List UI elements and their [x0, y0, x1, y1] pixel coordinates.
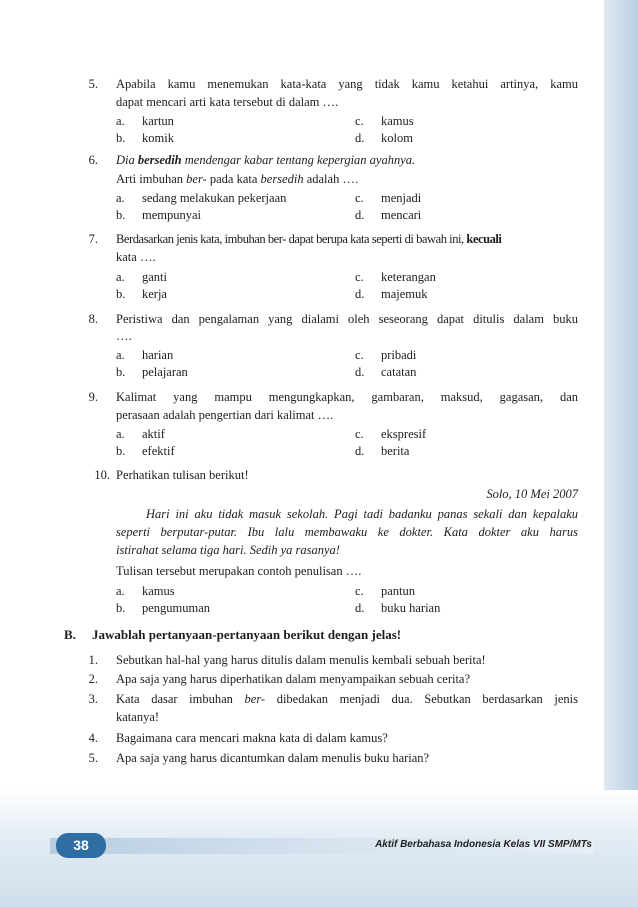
- essay-number: 3.: [88, 692, 98, 706]
- footer-book-title: Aktif Berbahasa Indonesia Kelas VII SMP/MTs: [375, 839, 592, 850]
- essay-number: 4.: [88, 731, 98, 745]
- question-number: 10.: [94, 468, 110, 482]
- option-c: c. pantun: [355, 584, 416, 598]
- essay-number: 2.: [88, 672, 98, 686]
- option-c: c. keterangan: [355, 270, 436, 284]
- question-number: 5.: [88, 77, 98, 91]
- question-text-line: Kalimat yang mampu mengungkapkan, gambaran, maksud, gagasan, dan: [116, 390, 578, 404]
- option-a: a. sedang melakukan pekerjaan: [116, 191, 287, 205]
- option-b: b. pengumuman: [116, 601, 211, 615]
- option-b: b. kerja: [116, 287, 167, 301]
- question-sentence: Dia bersedih mendengar kabar tentang kepergian ayahnya.: [116, 153, 416, 167]
- question-number: 9.: [88, 390, 98, 404]
- page-edge-decoration: [604, 0, 638, 907]
- option-d: d. buku harian: [355, 601, 441, 615]
- essay-question: Apa saja yang harus diperhatikan dalam menyampaikan sebuah cerita?: [116, 672, 471, 686]
- question-text-line: ….: [116, 329, 132, 343]
- question-intro: Perhatikan tulisan berikut!: [116, 468, 249, 482]
- option-a: a. ganti: [116, 270, 167, 284]
- option-b: b. komik: [116, 131, 174, 145]
- essay-question: Bagaimana cara mencari makna kata di dalam kamus?: [116, 731, 388, 745]
- option-a: a. harian: [116, 348, 174, 362]
- option-d: d. kolom: [355, 131, 413, 145]
- option-d: d. mencari: [355, 208, 422, 222]
- question-text-line: Peristiwa dan pengalaman yang dialami oleh seseorang dapat ditulis dalam buku: [116, 312, 578, 326]
- essay-question: Sebutkan hal-hal yang harus ditulis dalam menulis kembali sebuah berita!: [116, 653, 486, 667]
- option-d: d. berita: [355, 444, 410, 458]
- essay-question: Kata dasar imbuhan ber- dibedakan menjadi dua. Sebutkan berdasarkan jenis: [116, 692, 578, 706]
- option-b: b. pelajaran: [116, 365, 188, 379]
- question-text-line: dapat mencari arti kata tersebut di dalam ….: [116, 95, 339, 109]
- option-d: d. catatan: [355, 365, 417, 379]
- diary-text-line: istirahat selama tiga hari. Sedih ya rasanya!: [116, 543, 340, 557]
- question-prompt: Tulisan tersebut merupakan contoh penulisan ….: [116, 564, 362, 578]
- section-title: Jawablah pertanyaan-pertanyaan berikut dengan jelas!: [92, 627, 402, 642]
- option-a: a. kartun: [116, 114, 174, 128]
- question-text-line: perasaan adalah pengertian dari kalimat ….: [116, 408, 334, 422]
- option-a: a. aktif: [116, 427, 165, 441]
- question-number: 7.: [88, 232, 98, 246]
- question-number: 6.: [88, 153, 98, 167]
- essay-question: Apa saja yang harus dicantumkan dalam menulis buku harian?: [116, 751, 430, 765]
- diary-text-line: Hari ini aku tidak masuk sekolah. Pagi tadi badanku panas sekali dan kepalaku: [146, 507, 578, 521]
- page-number-badge: 38: [56, 833, 106, 858]
- option-a: a. kamus: [116, 584, 175, 598]
- question-prompt: Arti imbuhan ber- pada kata bersedih adalah ….: [116, 172, 359, 186]
- option-c: c. pribadi: [355, 348, 417, 362]
- option-c: c. ekspresif: [355, 427, 427, 441]
- question-text-line: Apabila kamu menemukan kata-kata yang tidak kamu ketahui artinya, kamu: [116, 77, 578, 91]
- option-c: c. kamus: [355, 114, 414, 128]
- question-text-line: kata ….: [116, 250, 156, 264]
- diary-text-line: seperti berputar-putar. Ibu lalu membawaku ke dokter. Kata dokter aku harus: [116, 525, 578, 539]
- essay-question-cont: katanya!: [116, 710, 160, 724]
- question-number: 8.: [88, 312, 98, 326]
- question-text-line: Berdasarkan jenis kata, imbuhan ber- dapat berupa kata seperti di bawah ini, kecuali: [116, 232, 502, 246]
- option-b: b. efektif: [116, 444, 175, 458]
- option-d: d. majemuk: [355, 287, 428, 301]
- option-c: c. menjadi: [355, 191, 422, 205]
- essay-number: 1.: [88, 653, 98, 667]
- diary-date: Solo, 10 Mei 2007: [486, 487, 578, 501]
- essay-number: 5.: [88, 751, 98, 765]
- section-letter: B.: [64, 627, 76, 642]
- option-b: b. mempunyai: [116, 208, 202, 222]
